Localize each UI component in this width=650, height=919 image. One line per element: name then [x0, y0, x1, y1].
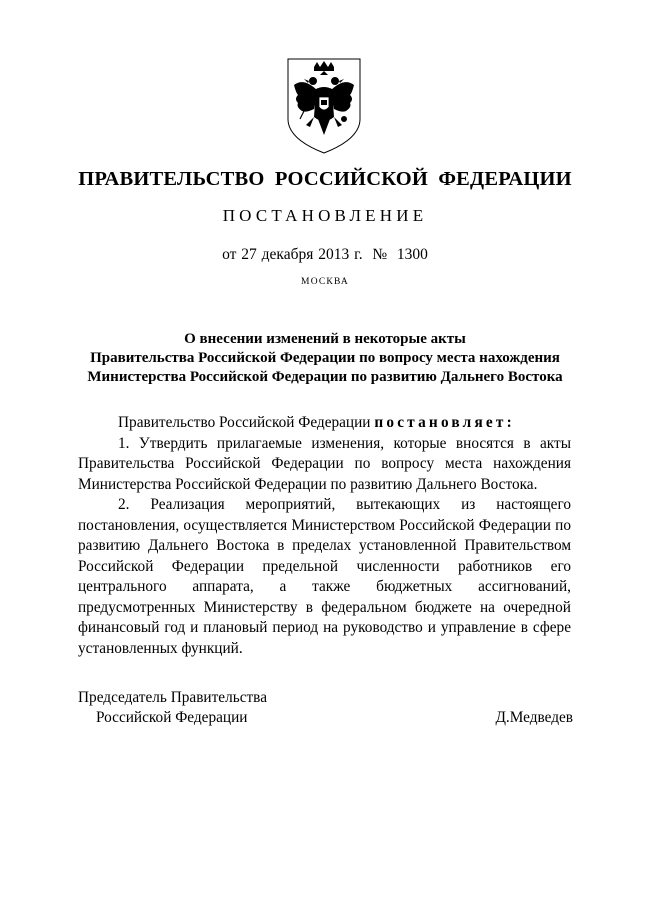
signatory-title-line2: Российской Федерации — [96, 709, 248, 726]
document-date-number: от 27 декабря 2013 г. № 1300 — [222, 246, 428, 263]
signatory-title-line1: Председатель Правительства — [78, 689, 267, 706]
signature-block — [78, 688, 573, 728]
intro-paragraph — [78, 413, 571, 434]
resolution-keyword: постановляет: — [374, 414, 515, 431]
paragraph-item-2: 2. Реализация мероприятий, вытекающих из настоящего постановления, осуществляется Министерством Российской Федерации по развитию Дальнего Востока в пределах установленной Правительством Российской Федерации предельной численности работников его центрального аппарата, а также бюджетных ассигнований, предусмотренных Министерству в федеральном бюджете на очередной финансовый год и плановый период на руководство и управление в сфере установленных функций. — [78, 496, 571, 657]
document-city: МОСКВА — [301, 277, 349, 287]
russian-coat-of-arms-icon — [284, 55, 364, 155]
government-title: ПРАВИТЕЛЬСТВО РОССИЙСКОЙ ФЕДЕРАЦИИ — [78, 168, 572, 190]
heading-line: Министерства Российской Федерации по развитию Дальнего Востока — [87, 369, 563, 385]
intro-text: Правительство Российской Федерации — [118, 414, 375, 431]
signature-row — [78, 708, 573, 728]
heading-line: Правительства Российской Федерации по вопросу места нахождения — [90, 350, 560, 366]
document-heading — [60, 330, 590, 387]
signatory-name: Д.Медведев — [495, 709, 573, 726]
document-body — [78, 413, 571, 659]
document-type: ПОСТАНОВЛЕНИЕ — [222, 206, 428, 225]
heading-line: О внесении изменений в некоторые акты — [184, 331, 466, 347]
paragraph-item-1: 1. Утвердить прилагаемые изменения, которые вносятся в акты Правительства Российской Федерации по вопросу места нахождения Министерства Российской Федерации по развитию Дальнего Востока. — [78, 434, 571, 493]
